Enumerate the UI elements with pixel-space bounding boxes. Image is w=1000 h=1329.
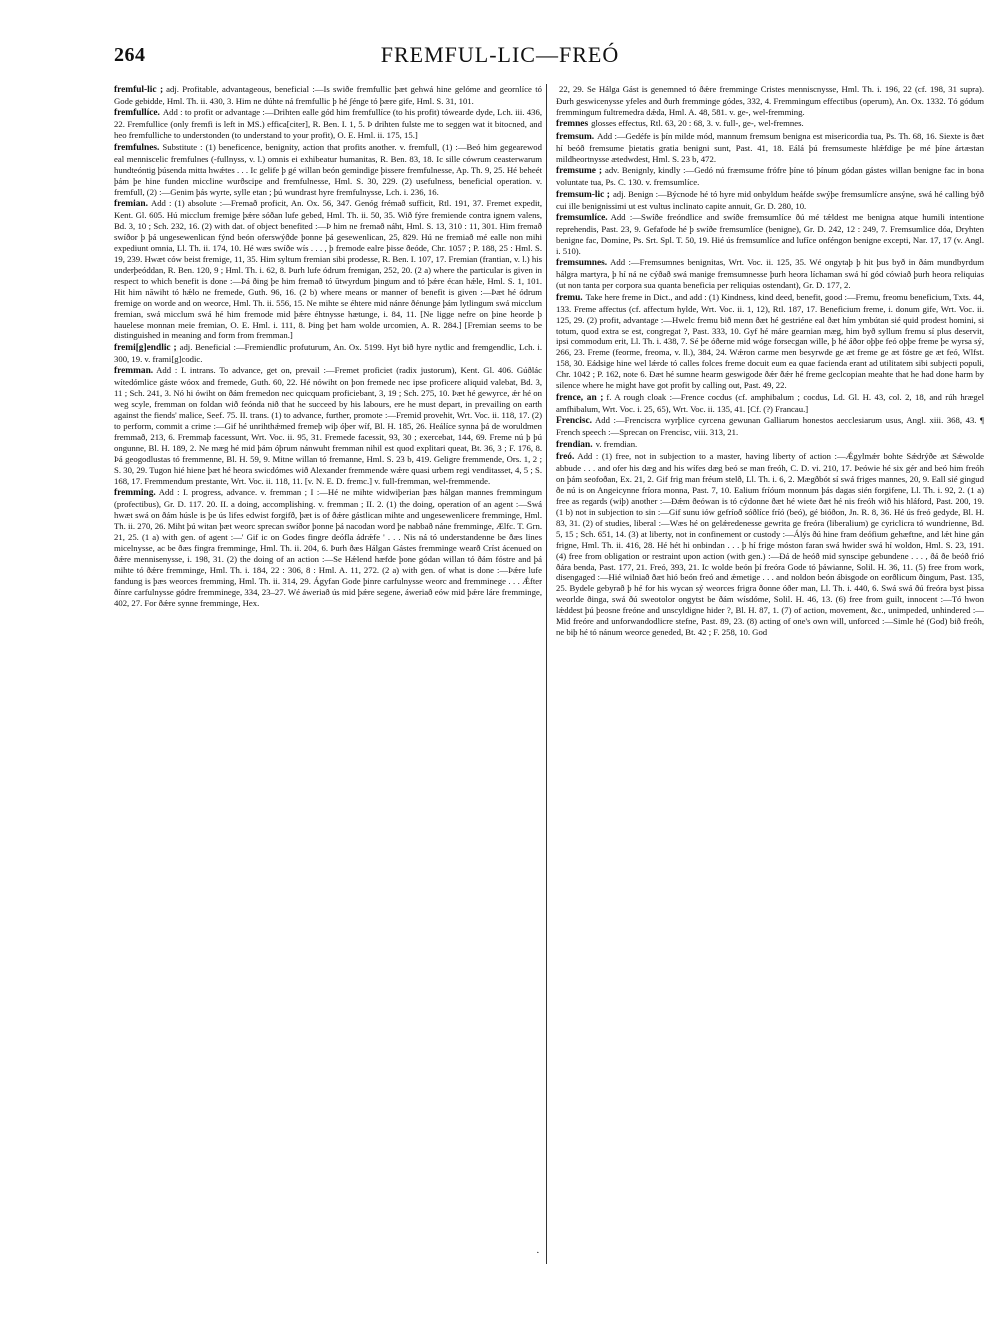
entry-headword: fremu. — [556, 292, 583, 303]
dictionary-entry — [556, 165, 984, 188]
entry-body: adv. Benignly, kindly :—Gedó nú fræmsume frófre þíne tó þínum gódan gástes willan benigne fac in bona voluntate tua, Ps. C. 130. v. fremsumlíce. — [556, 165, 984, 188]
entry-headword: fremfullíce. — [114, 108, 160, 119]
page-header — [0, 42, 1000, 76]
entry-body: adj. Beneficial :—Fremiendlic profuturum, An. Ox. 5199. Hyt bið hyre nytlic and fremgendlic, Lch. i. 300, 19. v. frami[g]codic. — [114, 341, 543, 364]
entry-headword: fremsum-lic ; — [556, 189, 610, 200]
entry-body: Add :—Frenciscra wyrþlice cyrcena gewunan Galliarum honestos aecclesiarum usus, Angl. xiii. 368, 43. ¶ French speech :—Sprecan on Frencisc, viii. 313, 21. — [556, 415, 984, 438]
entry-headword: fremnes — [556, 119, 589, 130]
entry-body: Substitute : (1) beneficence, benignity, action that profits another. v. fremfull, (1) :—Beó him gegearewod eal menniscelic fremfulnes (-fullnyss, v. l.) omnis ei exhibeatur humanitas, R. Ben. 83, 18. Ic sille cówrum ceasterwarum hundteóntig þúsenda mitta hwǽtes . . . Ic gelife þ gé willan beón gemindige þissere fremfulnesse, Ap. Th. 9, 25. Hé beheét þám þe hine funden miccline wurðscipe and fremfulnesse, Hml. S. 30, 229. (2) usefulness, beneficial operation. v. fremfull, (2) :—Genim þás wyrte, sylle etan ; þú wundrast hyre fremfulnysse, Lch. i. 236, 16. — [114, 141, 542, 197]
dictionary-entry — [114, 142, 542, 198]
entry-body: Add : to profit or advantage :—Drihten ealle gód him fremfullíce (to his profit) tówearde dyde, Lch. iii. 436, 22. Fremfullice (only fremfi is left in MS.) effica[citer], R. Ben. I. 1, 5. Þ drihten fulste me to seggen wat it bitocned, and heo fremfulliche to understonden (to understand to your profit), O. E. Hml. ii. 175, 15.] — [114, 107, 542, 141]
footer-mark: · — [536, 1247, 540, 1259]
dictionary-entry — [556, 118, 984, 130]
entry-body: Add : I. progress, advance. v. fremman ; I :—Hé ne mihte widwiþerian þæs hálgan mannes fremmingum (profectibus), Gr. D. 117. 20. II. a doing, accomplishing. v. fremman ; II. 2. (1) the doing, operation of an agent :—Swá hwæt swá on ðám húsle is þe ús lifes edwist forgifð, þæt is of ðǽre gástlican mihte and ungesewenlicere fremminge, Hml. Th. ii. 270, 26. Miht þú witan þæt weorc sprecan swíðor þonne þá nacodan word þe nabbað náne fremminge, Ælfc. T. Grn. 21, 25. (1 a) with gen. of agent :—' Gif ic on Godes fingre deófla ádrǽfe ' . . . Nis ná tó understandenne be ðæs lines micelnysse, ac be ðæs fingra fremminge, Hml. Th. ii. 204, 6. Þurh ðæs Hálgan Gástes fremminge wearð Críst ácenued on ðǽre mennisenysse, i. 198, 31. (2) the doing of an action :—Se Hǽlend hæfde þone gódan willan tó ðám fóstre and þá mihte tó ðǽre fremminge, Hml. Th. i. 184, 22 : 306, 8 : Hml. A. 11, 272. (2 a) with gen. of what is done :—Þǽre lufe fandung is þæs weorces fremming, Hml. Th. ii. 314, 29. Ágyfan Gode þinre carfulnysse weorc and fremminege . . . Ǽfter ðínre carfulnysse gódre fremminege, 334, 23–27. Wé áweriað ús mid þǽre segene, áweriað eów mid þǽre láre fremminge, 402, 27. For ðǽre synne fremminge, Hex. — [114, 487, 542, 608]
dictionary-entry — [556, 84, 984, 118]
entry-headword: fremful-lic ; — [114, 85, 164, 95]
entry-headword: frence, an ; — [556, 392, 604, 403]
entry-headword: freó. — [556, 452, 575, 462]
entry-body: Add :—Fremsumnes benignitas, Wrt. Voc. ii. 125, 35. Wé ongytaþ þ hit þus byð in ðám mundbyrdum hálgra martyra, þ hí ná ne cýðað swá manige fremsumnesse þurh heora líchaman swá hí gód cówiað þurh heora reliquias (ut non tanta per corpora sua quanta beneficia per reliquias ostendant), Gr. D. 177, 2. — [556, 257, 984, 291]
entry-headword: fremfulnes. — [114, 142, 160, 153]
entry-body: Add :—Swíðe freóndlice and swíðe fremsumlíce ðú mé tǽldest me benigna atque humili intentione reprehendis, Past. 23, 9. Gefafode hé þ swíðe fremsumlíce (benigne), Gr. D. 242, 12 : 249, 7. Fremsumlice dóa, Dryhten benigne fac, Domine, Ps. Srt. Spl. T. 50, 19. Hié ús fremsumlíce and lufíce onféngon benigne excepti, Nar. 17, 17 (v. Angl. i. 510). — [556, 211, 984, 256]
entry-headword: fremsume ; — [556, 166, 602, 177]
dictionary-entry — [556, 257, 984, 291]
entry-body: adj. Profitable, advantageous, beneficial :—Is swiðe fremfullic þæt gehwá hine gelóme and geornlíce tó Gode gebidde, Hml. Th. ii. 430, 3. Him ne dúhte ná fremfullic þ hé ʃénge tó þære gife, Hml. S. 31, 101. — [114, 84, 542, 106]
dictionary-entry — [556, 131, 984, 165]
entry-body: 22, 29. Se Hálga Gást is genemned tó ðǽre fremminge Cristes menniscnysse, Hml. Th. i. 196, 22 (cf. 198, 31 supra). Ðurh geswicenysse yfeles and ðurh fremminge gódes, 332, 4. Fremmingum effectibus (operum), An. Ox. 1332. Tó gódum fremmingum fultremedra dǽda, Hml. A. 48, 581. v. ge-, wel-fremming. — [556, 84, 984, 117]
entry-body: Add : (1) free, not in subjection to a master, having liberty of action :—Ǽgylmǽr bohte Sǽdrýðe æt Sǽwolde abbude . . . and ofer his dæg and his wífes dæg beó se man freóh, C. D. vi. 210, 17. Þeówie hé six gér and beó him freóh on þám seofoðan, Ex. 21, 2. Gif frig man fréum stelð, Ll. Th. i. 6, 2. Mægðbót sí swá friges mannes, 20, 9. Eall sié gingud ðe nú is on Angeicynne fríora monna, Past. 7, 10. Ealium fríóum monnum þás dagas sién forgifene, Ll. Th. i. 92, 2. (1 a) free as regards (wiþ) another :—Ðǽm ðeówan is tó cýdonne ðæt hé wiete ðæt hé nis freóh wið his hláford, Past. 200, 19. (1 b) not in subjection to sin :—Gif sunu iów gefríoð sóðlíce fríó (beó), gé bióðon, Jn. R. 8, 36. Hé ús freó gedyde, Bl. H. 83, 31. (2) of studies, liberal :—Wæs hé on gelǽredenesse gewrita ge freóra (liberalium) ge cyriclicra tó wundrienne, Bd. 5, 15 ; Sch. 651, 14. (3) at liberty, not in confinement or custody :—Álýs ðú hine fram deófium gehæftne, and lǽt hine gán frigne, Hml. Th. ii. 416, 28. Hé hét hi onbindan . . . þ hí frige móston faran swá hwider swá hí woldon, Hml. S. 23, 191. (4) free from obligation or restraint upon action (with gen.) :—Ðá de heóð mid synscipe gebundene . . . , ðá ðe beóð frió ðára benda, Past. 177, 21. Freó, 393, 21. Ic wolde beón þí freóra Gode tó þáwianne, Solil. H. 36, 11. (5) free from work, disengaged :—Hié wilniað ðæt hió beón freó and ǽmetige . . . and noldon beón ábisgode on eorðlicum ðingum, Past. 135, 25. Bydele gebyrað þ hé for his wycan sý weorces frigra ðonne óðer man, Ll. Th. i. 440, 6. Swá swá ðú freóra byst þissa weorlde ðinga, swá ðú sweotolor ongytst be ðám wísdóme, Solil. H. 46, 13. (6) free from guilt, innocent :—Tó hwon lǽddest þú þeosne freóne and unscyldigne hider ?, Bl. H. 87, 1. (7) of action, movement, &c., unimpeded, unhindered :—Mid freóre and unforwandodlicre stefne, Past. 89, 23. (8) acting of one's own will, unforced :—Simle hé (God) bið freóh, ne biþ hé tó nánum weorce geneded, Bt. 42 ; F. 258, 10. God — [556, 451, 984, 638]
entry-headword: fremsumlíce. — [556, 212, 608, 223]
dictionary-entry — [556, 392, 984, 415]
entry-headword: frendian. — [556, 439, 593, 450]
left-column — [114, 84, 542, 609]
entry-body: v. fremdian. — [595, 438, 638, 449]
column-divider — [546, 84, 547, 1264]
right-column — [556, 84, 984, 639]
entry-body: Take here freme in Dict., and add : (1) Kindness, kind deed, benefit, good :—Fremu, freomu beneficium, Txts. 44, 133. Freme affectus (cf. affectum hylde, Wrt. Voc. ii. 1, 12), Rtl. 187, 17. Beneficium freme, i. donum gife, Wrt. Voc. ii. 125, 29. (2) profit, advantage :—Hwelc fremu bið menn ðæt hé gestriéne eal ðæt hím ymbútan sié quid prodest homini, si totum, quod extra se est, congregat ?, Past. 333, 10. Gyf hé máre gearnian mæg, him byð syllum fremu sí plus deservit, ipsi commodum erit, Ll. Th. i. 438, 7. Sé þe óðerne mid wóge forsecgan wille, þ hé áðor oþþe feó oþþe freme þe wyrsa sý, 266, 23. Freme (feorme, freoma, v. ll.), 384, 24. Wǽron carme men besyrwde ge æt freme ge æt fóstre ge æt feó, Wlfst. 158, 30. Eádsige hine wel lǽrde tó calles folces freme docuit eum ea quae facienda erant ad utilitatem sibi subjecti populi, Chr. 1042 ; P. 162, note 6. Ðæt hé sumne hearm geswigode ðǽr ðǽr hé freme geclcopian meahte that he had done harm by silence where he might have got profit by calling out, Past. 49, 22. — [556, 291, 984, 391]
dictionary-entry — [114, 198, 542, 341]
entry-headword: fremi[g]endlic ; — [114, 342, 177, 353]
dictionary-entry — [114, 365, 542, 486]
dictionary-entry — [114, 107, 542, 141]
entry-headword: fremman. — [114, 366, 154, 377]
dictionary-entry — [556, 292, 984, 392]
entry-body: Add : (1) absolute :—Fremað proficit, An. Ox. 56, 347. Genóg frémað sufficit, Rtl. 191, 37. Fremet expedit, Kent. Gl. 605. Hú micclum fremige þǽre sóðan lufe gebed, Hml. Th. ii. 50, 35. Wið fýre fremiende contra ignem valens, Bd. 3, 10 ; Sch. 232, 16. (2) with dat. of object benefited :—Þ him ne fremað náht, Hml. S. 13, 310 : 11, 301. Him fremað swíðor þ þá ungesewenlican fýnd beón oferswýðde þonne þá gesewenlican, 25, 829. Hú ne fremiað mé ealle non mihi expediunt omnia, Ll. Th. ii. 174, 10. Hé wæs swíðe wís . . . , þ fremode ealre þisse ðeóde, Chr. 1057 ; P. 188, 25 : Hml. S. 19, 239. Hwæt ców beist fremige, 11, 35. Him syltum fremian sibi prodesse, R. Ben. I. 107, 17. Fremian (frantian, v. l.) his underþeóddan, R. Ben. 120, 9 ; Hml. Th. i. 62, 8. Þurh lufe ódrum fremigan, 252, 20. (2 a) where the particular is given in respect to which benefit is done :—Þá ðing þe him fremað tó ūtwyrdum þingum and tó þǽre écan hǽle, Hml. S. 1, 101. Hit him nāwiht tó hǽlo ne fremede, Guth. 96, 16. (2 b) where means or manner of benefit is given :—Þæt hé ódrum fremige on worde and on weorce, Hml. Th. ii. 556, 15. Ne mihte se éhtere mid nánre ðénunge þám lytlingum swá micclum fremian, swá micclum swá hé him fremode mid þǽre éhtnysse hætunge, i. 84, 11. [Ne ligge nefre on þine heorde þ hauelese monnan meie fremian, O. E. Hml. i. 111, 8. Þing þet ham wolde urcomien, A. R. 284.] [Fremian seems to be distinguished in meaning and form from fremman.] — [114, 198, 542, 341]
entry-body: glosses effectus, Rtl. 63, 20 : 68, 3. v. full-, ge-, wel-fremnes. — [591, 118, 804, 129]
entry-body: Add :—Gedéfe is þín milde mód, mannum fremsum benigna est misericordia tua, Ps. Th. 68, 16. Siexte is ðæt hí beóð fremsume þietatis gratia benigni sunt, Past. 41, 18. Eálá þú fremsumeste hlǽfdige þe mé þíne ártæstan mildheortnysse ætedwdest, Hml. S. 23 b, 472. — [556, 130, 984, 164]
entry-headword: fremian. — [114, 199, 148, 210]
entry-body: f. A rough cloak :—Frence cocdus (cf. amphibalum ; cocdus, Ld. Gl. H. 43, col. 2, 18, and rúh hrægel amfhibalum, Wrt. Voc. i. 25, 65), Wrt. Voc. ii. 135, 41. [Cf. (?) Francau.] — [556, 391, 984, 414]
dictionary-entry — [556, 415, 984, 438]
dictionary-entry — [556, 451, 984, 638]
dictionary-entry — [114, 342, 542, 365]
dictionary-entry — [556, 439, 984, 451]
dictionary-entry — [114, 487, 542, 608]
page-number: 264 — [114, 44, 146, 66]
entry-body: Add : I. intrans. To advance, get on, prevail :—Fremet proficiet (radix justorum), Kent. Gl. 406. Gúðlác wítedómlice gáste wóox and fremede, Guth. 60, 22. Hé nówiht on þon fremede nec ipse proficere aliquid valebat, Bd. 3, 11 ; Sch. 241, 3. Nó hi ówiht on ðám fremedon nec quicquam proficiebant, 3, 19 ; Sch. 275, 10. Þæt hé gewyrce, ǽr hé on weg scyle, fremman on foldan wið feónda nið that he succeed by his labours, ere he must depart, in prevailing on earth against the fiends' malice, Seef. 75. II. trans. (1) to advance, further, promote :—Fremid provehit, Wrt. Voc. ii. 118, 17. (2) to perform, commit a crime :—Gif hé unrihthǽmed fremeþ wiþ óþer wíf, Bl. H. 185, 26. Heálíce synna þá de woruldmen fremmað, 213, 6. Fremmaþ facessunt, Wrt. Voc. ii. 95, 31. Fremede facessit, 93, 30 ; exercebat, 144, 69. Freme nú þ þú ongunne, Bl. H. 189, 2. Ne mæg hé mid þám óþrum nánwuht fremman nihil est quod explitari queat, Bt. 36, 3 ; F. 176, 8. Þá geogodlustas tó fremmenne, Bl. H. 59, 9. Mitne willan tó fremanne, Hml. S. 23 b, 419. Geligre fremmende, Ors. 1, 2 ; S. 30, 29. Tugon hié hiene þæt hé heora swicdómes wið Alexander fremmende wǽre quasi urbem regi venditasset, 4, 5 ; S. 168, 17. Fremmendum prestante, Wrt. Voc. ii. 118, 11. [v. N. E. D. fremc.] v. full-fremman, wel-fremmende. — [114, 365, 542, 486]
entry-headword: Frencisc. — [556, 416, 593, 427]
running-head: FREMFUL-LIC—FREÓ — [380, 42, 620, 67]
entry-body: adj. Benign :—Býcnode hé tó hyre mid onbyldum heáfde swýþe fremsumlícre ansýne, swá hé calling býð cui ille benignissimi ut est vultus inclinato capite annuit, Gr. D. 280, 10. — [556, 188, 985, 211]
entry-headword: fremsumnes. — [556, 258, 608, 269]
entry-headword: fremming. — [114, 488, 156, 499]
dictionary-entry — [114, 84, 542, 107]
dictionary-entry — [556, 212, 984, 257]
dictionary-entry — [556, 189, 984, 212]
entry-headword: fremsum. — [556, 131, 595, 142]
